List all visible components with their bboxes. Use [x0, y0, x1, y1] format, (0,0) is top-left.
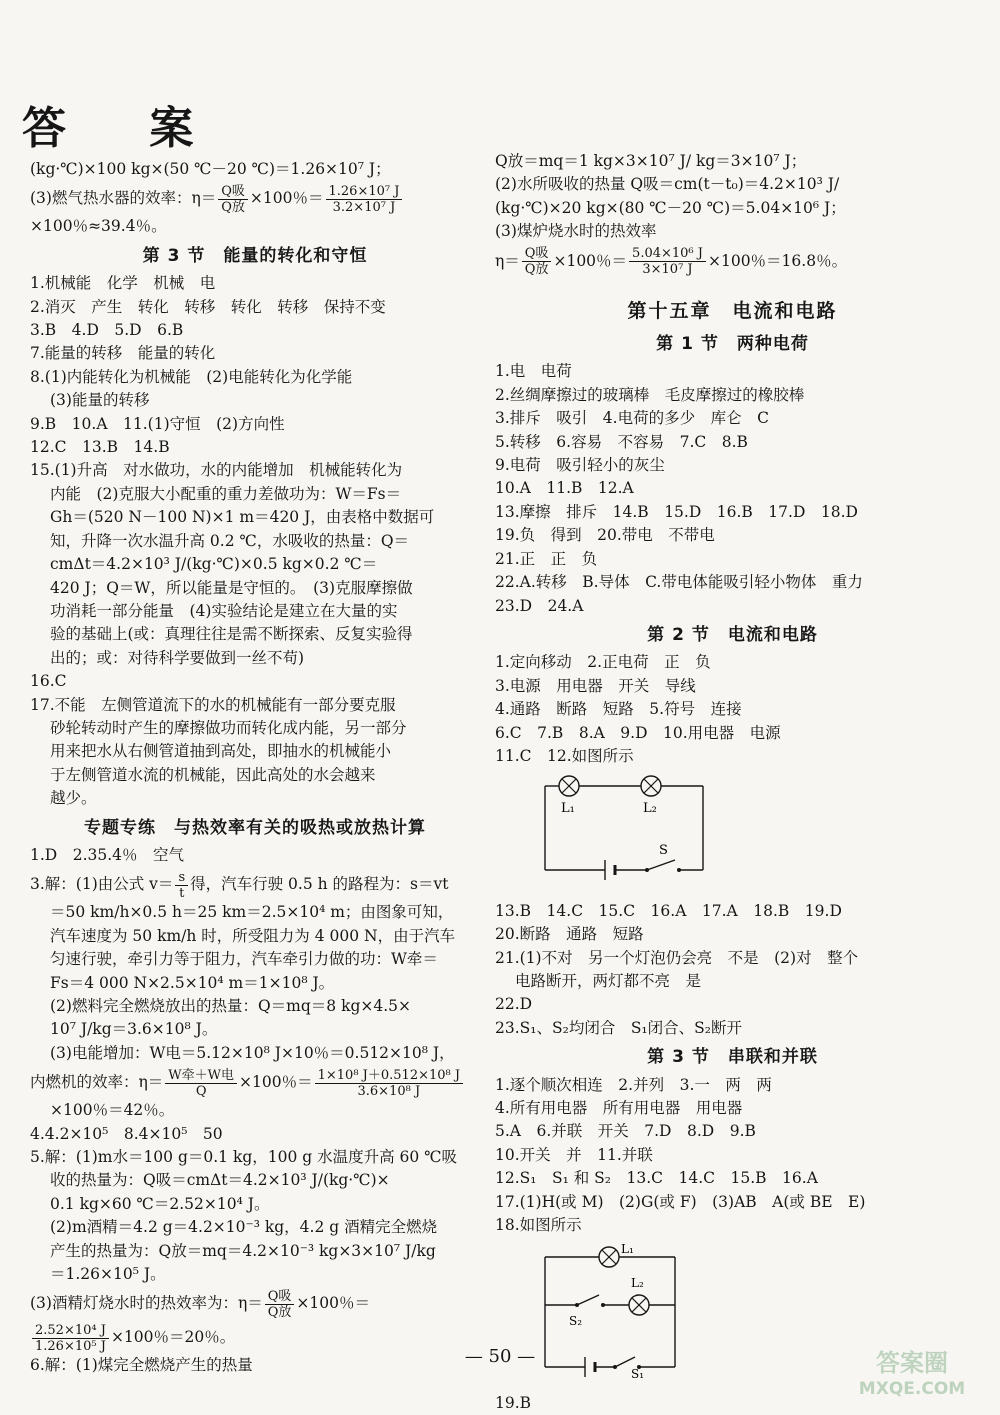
answer-line: (2)m酒精＝4.2 g＝4.2×10⁻³ kg，4.2 g 酒精完全燃烧 — [50, 1218, 438, 1237]
left-column — [30, 158, 480, 1378]
answer-line: 6.C 7.B 8.A 9.D 10.用电器 电源 — [495, 723, 781, 742]
answer-line: 知，升降一次水温升高 0.2 ℃，水吸收的热量：Q＝ — [50, 531, 410, 550]
answer-line: 23.D 24.A — [495, 596, 584, 615]
answer-line: 21.正 正 负 — [495, 549, 598, 568]
switch-icon — [645, 868, 649, 872]
answer-line: (3)煤炉烧水时的热效率 — [495, 222, 657, 241]
formula-line: $\frac{\text{2.52×10⁴ J}}{\text{1.26×10⁵ J}}$ ×100％＝20％。 — [30, 1320, 480, 1354]
section-title: 第 3 节 串联和并联 — [647, 1047, 818, 1068]
answer-line: 内能 (2)克服大小配重的重力差做功为：W＝Fs＝ — [50, 484, 402, 503]
formula-line: η＝ $\frac{\text{Q吸}}{\text{Q放}}$ ×100％＝ $\frac{\text{5.04×10⁶ J}}{\text{3×10⁷ J}}$ ×100％＝16.8％。 — [495, 246, 848, 278]
fraction: $\frac{\text{Q吸}}{\text{Q放}}$ — [522, 246, 552, 277]
watermark-glyphs: 答案圈 — [876, 1349, 948, 1377]
circuit-svg — [535, 774, 795, 886]
answer-line: (kg·℃)×100 kg×(50 ℃－20 ℃)＝1.26×10⁷ J； — [30, 160, 391, 178]
battery-icon — [605, 860, 615, 880]
chapter-title: 第十五章 电流和电路 — [627, 299, 838, 322]
section-title: 第 2 节 电流和电路 — [647, 624, 818, 645]
answer-line: 3.电源 用电器 开关 导线 — [495, 676, 696, 695]
answer-line: 13.B 14.C 15.C 16.A 17.A 18.B 19.D — [495, 901, 842, 920]
fraction: $\frac{s}{t}$ — [175, 870, 188, 901]
answer-line: (3)电能增加：W电＝5.12×10⁸ J×10％＝0.512×10⁸ J， — [50, 1043, 455, 1062]
answer-line: 砂轮转动时产生的摩擦做功而转化成内能，另一部分 — [50, 718, 407, 737]
answer-line: 出的；或：对待科学要做到一丝不苟) — [50, 648, 305, 667]
watermark-url: MXQE.COM — [858, 1379, 966, 1399]
answer-line: cmΔt＝4.2×10³ J/(kg·℃)×0.5 kg×0.2 ℃＝ — [50, 555, 378, 574]
answer-line: (kg·℃)×20 kg×(80 ℃－20 ℃)＝5.04×10⁶ J； — [495, 198, 846, 217]
answer-line: 验的基础上(或：真理往往是需不断探索、反复实验得 — [50, 625, 413, 644]
switch-label: S — [659, 843, 668, 859]
answer-line: 于左侧管道水流的机械能，因此高处的水会越来 — [50, 765, 376, 784]
answer-line: 16.C — [30, 672, 67, 691]
watermark-logo — [842, 1343, 982, 1399]
answer-line: (2)燃料完全燃烧放出的热量：Q＝mq＝8 kg×4.5× — [50, 997, 412, 1015]
answer-line: 13.摩擦 排斥 14.B 15.D 16.B 17.D 18.D — [495, 502, 858, 521]
fraction: $\frac{\text{2.52×10⁴ J}}{\text{1.26×10⁵ J}}$ — [32, 1323, 109, 1354]
answer-line: 22.D — [495, 995, 533, 1014]
answer-line: 17.不能 左侧管道流下的水的机械能有一部分要克服 — [30, 695, 396, 714]
answer-line: 9.电荷 吸引轻小的灰尘 — [495, 456, 665, 475]
answer-line: 0.1 kg×60 ℃＝2.52×10⁴ J。 — [50, 1194, 270, 1213]
formula-line: (3)酒精灯烧水时的热效率为：η＝ $\frac{\text{Q吸}}{\text{Q放}}$ ×100％＝ — [30, 1288, 370, 1320]
answer-line: 10.A 11.B 12.A — [495, 479, 634, 498]
answer-line: 21.(1)不对 另一个灯泡仍会亮 不是 (2)对 整个 — [495, 948, 859, 967]
answer-line: 1.电 电荷 — [495, 362, 572, 381]
fraction: $\frac{\text{W牵＋W电}}{Q}$ — [165, 1068, 237, 1099]
answer-line: 12.S₁ S₁ 和 S₂ 13.C 14.C 15.B 16.A — [495, 1169, 818, 1188]
answer-line: 汽车速度为 50 km/h 时，所受阻力为 4 000 N，由于汽车 — [50, 926, 456, 945]
answer-line: 7.能量的转移 能量的转化 — [30, 344, 216, 363]
lamp-label: L₁ — [561, 801, 575, 817]
answer-line: ×100％＝42％。 — [50, 1101, 175, 1120]
section-title: 专题专练 与热效率有关的吸热或放热计算 — [84, 817, 426, 838]
answer-list — [30, 272, 480, 810]
answer-line: 4.所有用电器 所有用电器 用电器 — [495, 1099, 743, 1117]
answer-line: 9.B 10.A 11.(1)守恒 (2)方向性 — [30, 414, 285, 433]
answer-line: 11.C 12.如图所示 — [495, 746, 634, 765]
formula-line: (3)燃气热水器的效率：η＝ $\frac{\text{Q吸}}{\text{Q放}}$ ×100％＝ $\frac{\text{1.26×10⁷ J}}{\text{3.2×10⁷ J}}$ — [30, 181, 480, 215]
answer-line: 3.B 4.D 5.D 6.B — [30, 321, 184, 340]
answer-line: 19.负 得到 20.带电 不带电 — [495, 526, 715, 545]
answer-line: 20.断路 通路 短路 — [495, 925, 644, 944]
answer-line: Q放＝mq＝1 kg×3×10⁷ J/ kg＝3×10⁷ J； — [495, 152, 807, 170]
answer-line: 收的热量为：Q吸＝cmΔt＝4.2×10³ J/(kg·℃)× — [50, 1171, 390, 1190]
answer-line: Fs＝4 000 N×2.5×10⁴ m＝1×10⁸ J。 — [50, 973, 335, 992]
answer-list — [495, 900, 970, 1040]
answer-list — [495, 360, 970, 617]
answer-list — [495, 1074, 970, 1238]
formula-line: 3.解：(1)由公式 v＝ $\frac{s}{t}$ 得，汽车行驶 0.5 h 的路程为：s＝vt — [30, 869, 449, 901]
answer-line: 匀速行驶，牵引力等于阻力，汽车牵引力做的功：W牵＝ — [50, 950, 438, 969]
answer-line: 5.解：(1)m水＝100 g＝0.1 kg，100 g 水温度升高 60 ℃吸 — [30, 1148, 458, 1167]
lamp-label: L₁ — [621, 1243, 634, 1257]
answer-line: 5.转移 6.容易 不容易 7.C 8.B — [495, 432, 748, 451]
answer-line: 19.B — [495, 1393, 532, 1412]
answer-line: 4.4.2×10⁵ 8.4×10⁵ 50 — [30, 1124, 223, 1143]
fraction: $\frac{\text{1.26×10⁷ J}}{\text{3.2×10⁷ J}}$ — [326, 184, 403, 215]
switch-label: S₁ — [631, 1367, 645, 1379]
answer-line: 18.如图所示 — [495, 1216, 582, 1235]
answer-line: 电路断开，两灯都不亮 是 — [515, 971, 702, 990]
section-title: 第 1 节 两种电荷 — [656, 334, 809, 355]
answer-line: 12.C 13.B 14.B — [30, 438, 170, 457]
answer-line: 17.(1)H(或 M) (2)G(或 F) (3)AB A(或 BE E) — [495, 1192, 866, 1211]
answer-line: 用来把水从右侧管道抽到高处，即抽水的机械能小 — [50, 742, 392, 761]
answer-line: (2)水所吸收的热量 Q吸＝cm(t－t₀)＝4.2×10³ J/ — [495, 175, 840, 194]
answer-line: 1.机械能 化学 机械 电 — [30, 274, 216, 293]
answer-line: 8.(1)内能转化为机械能 (2)电能转化为化学能 — [30, 367, 353, 386]
page-title: 答 案 — [22, 103, 228, 154]
answer-line: 4.通路 断路 短路 5.符号 连接 — [495, 700, 742, 719]
fraction: $\frac{\text{Q吸}}{\text{Q放}}$ — [218, 184, 248, 215]
right-column — [495, 150, 970, 1415]
fraction: $\frac{\text{1×10⁸ J＋0.512×10⁸ J}}{\text{3.6×10⁸ J}}$ — [315, 1068, 463, 1099]
answer-line: 10.开关 并 11.并联 — [495, 1145, 653, 1164]
answer-line: 1.D 2.35.4％ 空气 — [30, 845, 185, 864]
answer-line: ×100％≈39.4％。 — [30, 217, 167, 236]
answer-line: 6.解：(1)煤完全燃烧产生的热量 — [30, 1356, 253, 1375]
answer-line: 23.S₁、S₂均闭合 S₁闭合、S₂断开 — [495, 1018, 742, 1037]
lamp-icon — [559, 776, 579, 796]
answer-line: 1.定向移动 2.正电荷 正 负 — [495, 653, 711, 672]
answer-line: 15.(1)升高 对水做功，水的内能增加 机械能转化为 — [30, 461, 403, 480]
answer-line: 功消耗一部分能量 (4)实验结论是建立在大量的实 — [50, 601, 398, 620]
lamp-label: L₂ — [643, 801, 657, 817]
fraction: $\frac{\text{5.04×10⁶ J}}{\text{3×10⁷ J}}$ — [629, 246, 706, 277]
answer-list — [495, 651, 970, 768]
answer-line: 2.消灭 产生 转化 转移 转化 转移 保持不变 — [30, 297, 386, 316]
lamp-icon — [629, 1295, 649, 1315]
answer-line: 5.A 6.并联 开关 7.D 8.D 9.B — [495, 1122, 756, 1141]
answer-line: Gh＝(520 N－100 N)×1 m＝420 J，由表格中数据可 — [50, 508, 435, 527]
answer-line: 10⁷ J/kg＝3.6×10⁸ J。 — [50, 1020, 218, 1039]
answer-line: 1.逐个顺次相连 2.并列 3.一 两 两 — [495, 1075, 772, 1094]
formula-line: 内燃机的效率：η＝ $\frac{\text{W牵＋W电}}{Q}$ ×100％＝ $\frac{\text{1×10⁸ J＋0.512×10⁸ J}}{\text{3.6×10⁸ J}}$ — [30, 1065, 480, 1099]
switch-label: S₂ — [569, 1314, 583, 1329]
answer-line: 越少。 — [50, 789, 97, 808]
answer-line: ＝1.26×10⁵ J。 — [50, 1265, 166, 1284]
answer-line: 420 J；Q＝W，所以能量是守恒的。 (3)克服摩擦做 — [50, 578, 413, 597]
section-title: 第 3 节 能量的转化和守恒 — [142, 245, 368, 266]
answer-list — [30, 901, 480, 1065]
answer-line: 22.A.转移 B.导体 C.带电体能吸引轻小物体 重力 — [495, 573, 863, 592]
series-circuit-diagram — [535, 774, 970, 893]
lamp-label: L₂ — [631, 1276, 644, 1291]
answer-list — [30, 844, 480, 867]
answer-line: 产生的热量为：Q放＝mq＝4.2×10⁻³ kg×3×10⁷ J/kg — [50, 1241, 436, 1260]
page-number: — 50 — — [464, 1346, 536, 1367]
fraction: $\frac{\text{Q吸}}{\text{Q放}}$ — [265, 1289, 295, 1320]
answer-list — [30, 1099, 480, 1286]
answer-line: 2.丝绸摩擦过的玻璃棒 毛皮摩擦过的橡胶棒 — [495, 385, 805, 404]
answer-line: ＝50 km/h×0.5 h＝25 km＝2.5×10⁴ m；由图象可知， — [50, 903, 454, 922]
answer-line: (3)能量的转移 — [50, 391, 150, 410]
lamp-icon — [599, 1247, 619, 1267]
lamp-icon — [641, 776, 661, 796]
answer-line: 3.排斥 吸引 4.电荷的多少 库仑 C — [495, 409, 769, 428]
